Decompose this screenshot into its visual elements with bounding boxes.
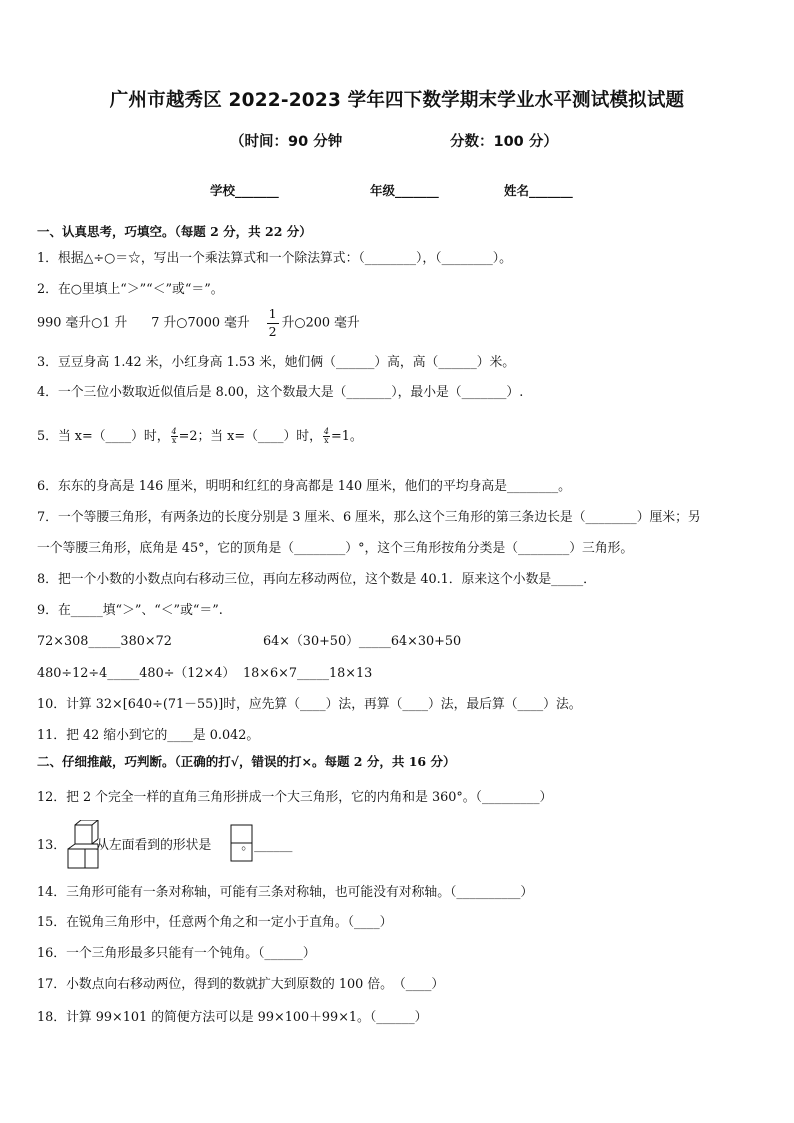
question-15: 15．在锐角三角形中，任意两个角之和一定小于直角。（____） [37, 915, 393, 930]
section-1-heading: 一、认真思考，巧填空。（每题 2 分，共 22 分） [37, 224, 312, 239]
question-2a: 990 毫升○1 升 [37, 315, 128, 331]
question-9: 9．在_____填“＞”、“＜”或“＝”. [37, 603, 223, 618]
grade-field[interactable]: 年级_______ [370, 183, 439, 198]
question-1: 1．根据△÷○＝☆，写出一个乘法算式和一个除法算式：（________），（________）。 [37, 251, 512, 266]
question-14: 14．三角形可能有一条对称轴，可能有三条对称轴，也可能没有对称轴。（__________） [37, 885, 534, 900]
question-5: 5．当 x=（____）时， $\frac{4}{x}$ =2；当 x=（____）时， $\frac{4}{x}$ =1。 [37, 427, 363, 445]
question-10: 10．计算 32×[640÷(71－55)]时，应先算（____）法，再算（____）法，最后算（____）法。 [37, 697, 582, 712]
student-info [210, 181, 573, 199]
question-4: 4．一个三位小数取近似值后是 8.00，这个数最大是（_______），最小是（_______）. [37, 385, 524, 400]
exam-subtitle [230, 130, 558, 151]
question-2-items [37, 308, 360, 338]
exam-title: 广州市越秀区 2022-2023 学年四下数学期末学业水平测试模拟试题 [109, 90, 685, 111]
school-field[interactable]: 学校_______ [210, 183, 279, 198]
exam-time: （时间：90 分钟 [230, 134, 343, 150]
fraction-4-over-x-2: $\frac{4}{x}$ [323, 427, 329, 445]
question-13: 13． 从左面看到的形状是 。______ [37, 838, 293, 853]
section-2-heading: 二、仔细推敲，巧判断。（正确的打√，错误的打×。每题 2 分，共 16 分） [37, 754, 456, 769]
question-18: 18．计算 99×101 的简便方法可以是 99×100＋99×1。（______） [37, 1010, 428, 1025]
question-9-row-1 [37, 634, 461, 649]
question-16: 16．一个三角形最多只能有一个钝角。（______） [37, 946, 316, 961]
question-6: 6．东东的身高是 146 厘米，明明和红红的身高都是 140 厘米，他们的平均身高是________。 [37, 479, 571, 494]
question-12: 12．把 2 个完全一样的直角三角形拼成一个大三角形，它的内角和是 360°。（_________） [37, 790, 553, 805]
question-8: 8．把一个小数的小数点向右移动三位，再向左移动两位，这个数是 40.1．原来这个小数是_____． [37, 572, 596, 587]
question-9b: 64×（30+50）_____64×30+50 [263, 634, 462, 649]
question-17: 17．小数点向右移动两位，得到的数就扩大到原数的 100 倍。 （____） [37, 977, 445, 992]
name-field[interactable]: 姓名_______ [504, 183, 573, 198]
question-2b: 7 升○7000 毫升 [151, 315, 250, 331]
fraction-half: $\frac{1}{2}$ [268, 306, 277, 339]
question-7-line-2: 一个等腰三角形，底角是 45°，它的顶角是（________）°，这个三角形按角分类是（________）三角形。 [37, 541, 634, 556]
question-9a: 72×308_____380×72 [37, 634, 172, 649]
question-9c: 480÷12÷4_____480÷（12×4） [37, 666, 236, 681]
stacked-cubes-figure [66, 820, 100, 870]
question-2c: 升○200 毫升 [281, 315, 360, 331]
exam-score: 分数：100 分） [450, 134, 558, 150]
question-2: 2．在○里填上“＞”“＜”或“＝”。 [37, 282, 224, 297]
question-7-line-1: 7．一个等腰三角形，有两条边的长度分别是 3 厘米、6 厘米，那么这个三角形的第三条边长是（________）厘米；另 [37, 510, 701, 525]
question-9-row-2 [37, 666, 372, 681]
left-view-shape [230, 824, 254, 864]
fraction-4-over-x: $\frac{4}{x}$ [171, 427, 177, 445]
question-11: 11．把 42 缩小到它的____是 0.042。 [37, 728, 260, 743]
question-3: 3．豆豆身高 1.42 米，小红身高 1.53 米，她们俩（______）高，高（______）米。 [37, 355, 516, 370]
question-9d: 18×6×7_____18×13 [243, 666, 373, 681]
